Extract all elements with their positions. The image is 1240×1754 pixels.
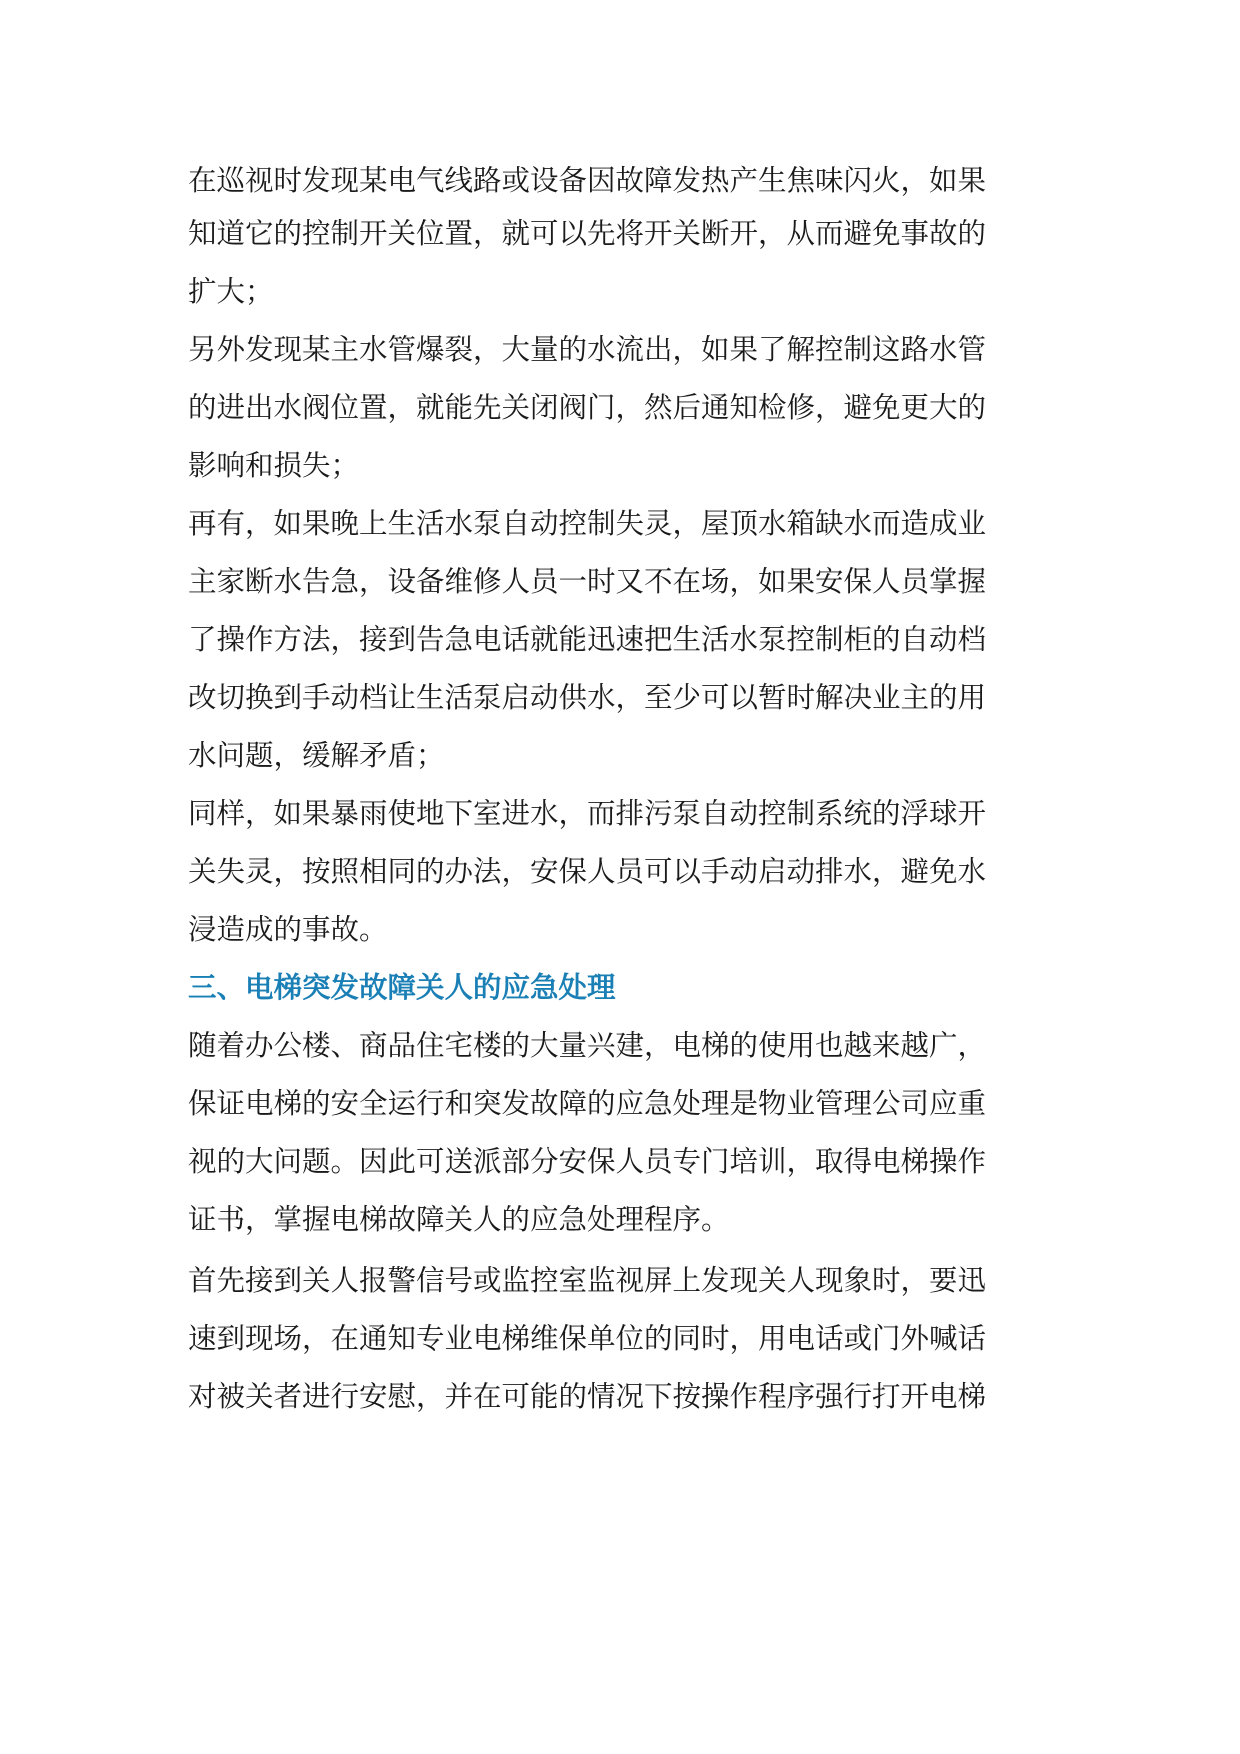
section-heading: 三、电梯突发故障关人的应急处理: [188, 971, 616, 1004]
text-line: 随着办公楼、商品住宅楼的大量兴建，电梯的使用也越来越广，: [188, 1029, 987, 1062]
text-line: 的进出水阀位置，就能先关闭阀门，然后通知检修，避免更大的: [188, 391, 987, 424]
text-line: 再有，如果晚上生活水泵自动控制失灵，屋顶水箱缺水而造成业: [188, 507, 987, 540]
text-line: 影响和损失；: [188, 449, 360, 482]
text-line: 速到现场，在通知专业电梯维保单位的同时，用电话或门外喊话: [188, 1322, 987, 1355]
text-line: 视的大问题。因此可送派部分安保人员专门培训，取得电梯操作: [188, 1145, 987, 1178]
text-line: 主家断水告急，设备维修人员一时又不在场，如果安保人员掌握: [188, 565, 987, 598]
text-line: 浸造成的事故。: [188, 913, 388, 946]
text-line: 对被关者进行安慰，并在可能的情况下按操作程序强行打开电梯: [188, 1380, 987, 1413]
text-line: 证书，掌握电梯故障关人的应急处理程序。: [188, 1203, 730, 1236]
text-line: 改切换到手动档让生活泵启动供水，至少可以暂时解决业主的用: [188, 681, 987, 714]
text-line: 了操作方法，接到告急电话就能迅速把生活水泵控制柜的自动档: [188, 623, 987, 656]
text-line: 另外发现某主水管爆裂，大量的水流出，如果了解控制这路水管: [188, 333, 987, 366]
text-line: 水问题，缓解矛盾；: [188, 739, 445, 772]
text-line: 在巡视时发现某电气线路或设备因故障发热产生焦味闪火，如果: [188, 164, 987, 197]
text-line: 关失灵，按照相同的办法，安保人员可以手动启动排水，避免水: [188, 855, 987, 888]
text-line: 扩大；: [188, 275, 274, 308]
text-line: 保证电梯的安全运行和突发故障的应急处理是物业管理公司应重: [188, 1087, 987, 1120]
text-line: 知道它的控制开关位置，就可以先将开关断开，从而避免事故的: [188, 217, 987, 250]
text-line: 首先接到关人报警信号或监控室监视屏上发现关人现象时，要迅: [188, 1264, 987, 1297]
text-line: 同样，如果暴雨使地下室进水，而排污泵自动控制系统的浮球开: [188, 797, 987, 830]
